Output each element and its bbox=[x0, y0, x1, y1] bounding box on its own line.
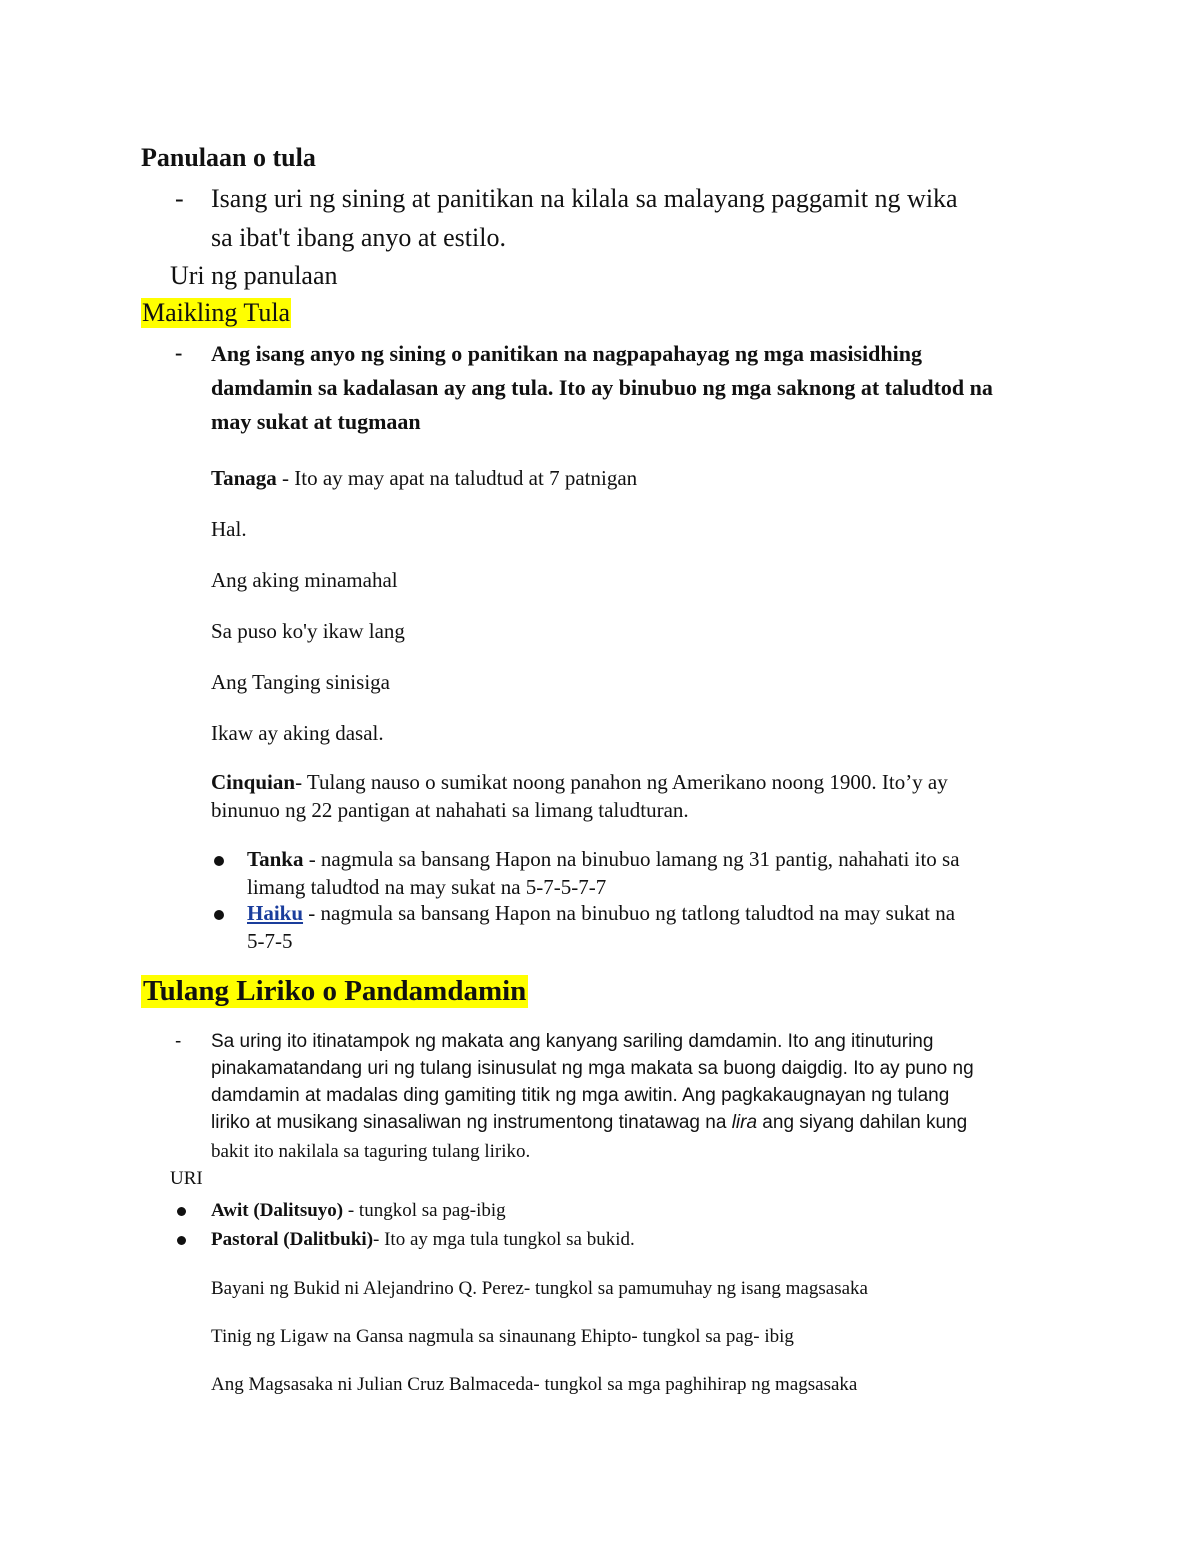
liriko-definition-line-3: damdamin at madalas ding gamiting titik ng mga awitin. Ang pagkakaugnayan ng tulang bbox=[211, 1085, 950, 1106]
poem-line-4: Ikaw ay aking dasal. bbox=[211, 721, 384, 745]
cinquian-entry bbox=[211, 770, 948, 795]
page-title: Panulaan o tula bbox=[141, 143, 316, 172]
tanaga-term: Tanaga bbox=[211, 466, 277, 490]
cinquian-definition: - Tulang nauso o sumikat noong panahon ng Amerikano noong 1900. Ito’y ay bbox=[295, 770, 948, 794]
liriko-definition-line-1: Sa uring ito itinatampok ng makata ang kanyang sariling damdamin. Ito ang itinuturing bbox=[211, 1031, 934, 1052]
haiku-definition-line-2: 5-7-5 bbox=[247, 929, 293, 953]
poem-line-1: Ang aking minamahal bbox=[211, 568, 398, 592]
pastoral-definition: - Ito ay mga tula tungkol sa bukid. bbox=[373, 1229, 635, 1250]
bullet-icon bbox=[214, 856, 224, 866]
dash-marker: - bbox=[175, 1031, 182, 1052]
tanaga-definition: - Ito ay may apat na taludtud at 7 patnigan bbox=[276, 466, 638, 490]
haiku-entry bbox=[247, 901, 955, 926]
awit-term: Awit (Dalitsuyo) bbox=[211, 1200, 344, 1221]
section-heading-tulang-liriko: Tulang Liriko o Pandamdamin bbox=[143, 975, 527, 1007]
liriko-definition-line-4 bbox=[211, 1112, 967, 1134]
dash-marker: - bbox=[175, 184, 184, 213]
tanka-term: Tanka bbox=[247, 847, 304, 871]
liriko-definition-line-5: bakit ito nakilala sa taguring tulang liriko. bbox=[211, 1141, 531, 1162]
cinquian-term: Cinquian bbox=[211, 770, 296, 794]
awit-entry bbox=[211, 1200, 506, 1222]
example-label: Hal. bbox=[211, 517, 247, 541]
tanka-entry bbox=[247, 847, 960, 872]
lira-term: lira bbox=[731, 1112, 758, 1133]
pastoral-entry bbox=[211, 1229, 635, 1251]
haiku-link[interactable]: Haiku bbox=[247, 901, 304, 925]
intro-line-1: Isang uri ng sining at panitikan na kilala sa malayang paggamit ng wika bbox=[211, 184, 958, 213]
liriko-line-4-pre: liriko at musikang sinasaliwan ng instrumentong tinatawag na bbox=[211, 1112, 732, 1133]
uri-label: URI bbox=[170, 1168, 203, 1189]
tanka-definition: - nagmula sa bansang Hapon na binubuo lamang ng 31 pantig, nahahati ito sa bbox=[303, 847, 960, 871]
liriko-line-4-post: ang siyang dahilan kung bbox=[757, 1112, 968, 1133]
uri-heading: Uri ng panulaan bbox=[170, 261, 338, 290]
maikling-definition-line-3: may sukat at tugmaan bbox=[211, 409, 421, 434]
bullet-icon bbox=[214, 910, 224, 920]
tanaga-entry bbox=[211, 466, 637, 491]
pastoral-term: Pastoral (Dalitbuki) bbox=[211, 1229, 374, 1250]
bullet-icon bbox=[177, 1207, 186, 1216]
cinquian-definition-line-2: binunuo ng 22 pantigan at nahahati sa limang taludturan. bbox=[211, 798, 689, 822]
awit-definition: - tungkol sa pag-ibig bbox=[343, 1200, 506, 1221]
example-item: Ang Magsasaka ni Julian Cruz Balmaceda- tungkol sa mga paghihirap ng magsasaka bbox=[211, 1374, 858, 1395]
example-item: Bayani ng Bukid ni Alejandrino Q. Perez- tungkol sa pamumuhay ng isang magsasaka bbox=[211, 1278, 868, 1299]
tanka-definition-line-2: limang taludtod na may sukat na 5-7-5-7-7 bbox=[247, 875, 607, 899]
haiku-definition: - nagmula sa bansang Hapon na binubuo ng tatlong taludtod na may sukat na bbox=[303, 901, 956, 925]
section-heading-maikling-tula: Maikling Tula bbox=[142, 298, 291, 327]
maikling-definition-line-1: Ang isang anyo ng sining o panitikan na nagpapahayag ng mga masisidhing bbox=[211, 341, 922, 366]
example-item: Tinig ng Ligaw na Gansa nagmula sa sinaunang Ehipto- tungkol sa pag- ibig bbox=[211, 1326, 794, 1347]
poem-line-3: Ang Tanging sinisiga bbox=[211, 670, 390, 694]
poem-line-2: Sa puso ko'y ikaw lang bbox=[211, 619, 405, 643]
liriko-definition-line-2: pinakamatandang uri ng tulang isinusulat ng mga makata sa buong daigdig. Ito ay puno ng bbox=[211, 1058, 974, 1079]
dash-marker: - bbox=[175, 340, 183, 365]
bullet-icon bbox=[177, 1236, 186, 1245]
maikling-definition-line-2: damdamin sa kadalasan ay ang tula. Ito ay binubuo ng mga saknong at taludtod na bbox=[211, 375, 993, 400]
intro-line-2: sa ibat't ibang anyo at estilo. bbox=[211, 223, 506, 252]
